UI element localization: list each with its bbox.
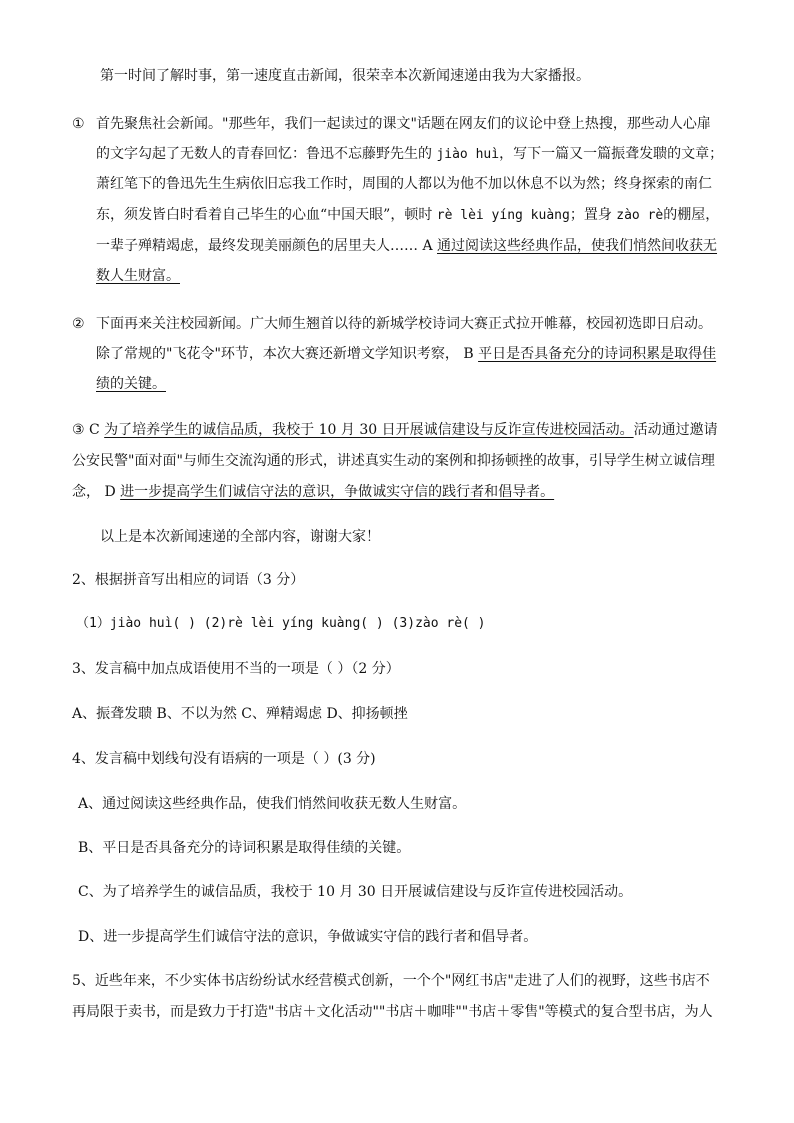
sentence-a-underlined: 通过阅读这些经典作品，使我们悄然间收获无 <box>437 238 718 254</box>
news-1-line-5 <box>96 236 717 256</box>
pinyin-zaore: zào rè <box>616 208 664 223</box>
sentence-b-underlined: 平日是否具备充分的诗词积累是取得佳 <box>478 346 717 362</box>
news-1-line-6 <box>96 266 180 286</box>
question-4-option-d: D、进一步提高学生们诚信守法的意识，争做诚实守信的践行者和倡导者。 <box>78 929 538 945</box>
news-3-line-1-tail: 活动通过邀请 <box>633 422 718 438</box>
news-2-marker: ② <box>72 316 85 332</box>
news-1-line-4-mid: ；置身 <box>569 207 617 223</box>
question-2-items: （1）jiào huì( ) (2)rè lèi yíng kuàng( ) (3)zào rè( ) <box>76 616 486 631</box>
news-3-line-3 <box>72 482 554 502</box>
closing-text: 以上是本次新闻速递的全部内容，谢谢大家！ <box>100 529 380 545</box>
question-5-line-2: 再局限于卖书，而是致力于打造"书店＋文化活动""书店＋咖啡""书店＋零售"等模式的复合型书店，为人 <box>72 1004 713 1020</box>
news-1-line-4-tail: 的棚屋， <box>663 207 720 223</box>
news-3-line-3-text: 念， D <box>72 484 121 500</box>
question-4-option-c: C、为了培养学生的诚信品质，我校于 10 月 30 日开展诚信建设与反诈宣传进校园活动。 <box>78 884 633 900</box>
news-1-line-1: 首先聚焦社会新闻。"那些年，我们一起读过的课文"话题在网友们的议论中登上热搜，那些动人心扉 <box>96 116 711 132</box>
sentence-a-underlined-end: 数人生财富。 <box>96 268 180 284</box>
pinyin-releiyingkuang: rè lèi yíng kuàng <box>436 208 570 223</box>
news-1-line-4-text: 东，须发皆白时看着自己毕生的心血“中国天眼”，顿时 <box>96 207 437 223</box>
sentence-c-underlined: 为了培养学生的诚信品质，我校于 10 月 30 日开展诚信建设与反诈宣传进校园活动。 <box>104 422 634 438</box>
news-1-line-2 <box>96 144 723 165</box>
question-5-line-1: 5、近些年来，不少实体书店纷纷试水经营模式创新，一个个"网红书店"走进了人们的视野，这些书店不 <box>72 973 710 989</box>
question-2-title: 2、根据拼音写出相应的词语（3 分） <box>72 572 305 588</box>
question-3-title: 3、发言稿中加点成语使用不当的一项是（ ）（2 分） <box>72 661 400 677</box>
sentence-a-label: A <box>422 238 438 254</box>
question-4-option-b: B、平日是否具备充分的诗词积累是取得佳绩的关键。 <box>78 840 411 856</box>
news-1-line-2-tail: ，写下一篇又一篇振聋发聩的文章； <box>499 146 724 162</box>
news-2-line-2 <box>96 344 716 364</box>
news-1-line-3: 萧红笔下的鲁迅先生生病依旧忘我工作时，周围的人都以为他不加以休息不以为然；终身探索的南仁 <box>96 176 712 192</box>
question-4-option-a: A、通过阅读这些经典作品，使我们悄然间收获无数人生财富。 <box>78 796 467 812</box>
news-1-line-4 <box>96 205 719 226</box>
news-1-marker: ① <box>72 116 85 132</box>
news-1-line-2-text: 的文字勾起了无数人的青春回忆：鲁迅不忘藤野先生的 <box>96 146 437 162</box>
news-1-line-5-text: 一辈子殚精竭虑，最终发现美丽颜色的居里夫人…… <box>96 238 423 254</box>
news-2-line-3 <box>96 374 166 394</box>
question-3-options: A、振聋发聩 B、不以为然 C、殚精竭虑 D、抑扬顿挫 <box>72 706 408 722</box>
sentence-d-underlined: 进一步提高学生们诚信守法的意识，争做诚实守信的践行者和倡导者。 <box>120 484 555 500</box>
news-2-line-1: 下面再来关注校园新闻。广大师生翘首以待的新城学校诗词大赛正式拉开帷幕，校园初选即日启动。 <box>96 316 712 332</box>
pinyin-jiaohui: jiào huì <box>436 147 500 162</box>
sentence-b-underlined-end: 绩的关键。 <box>96 376 166 392</box>
question-4-title: 4、发言稿中划线句没有语病的一项是（ ）(3 分) <box>72 751 376 767</box>
news-3-marker: ③ C <box>72 422 105 438</box>
news-3-line-2: 公安民警"面对面"与师生交流沟通的形式，讲述真实生动的案例和抑扬顿挫的故事，引导学生树立诚信理 <box>72 453 715 469</box>
news-2-line-2-text: 除了常规的"飞花令"环节，本次大赛还新增文学知识考察， B <box>96 346 479 362</box>
intro-text: 第一时间了解时事，第一速度直击新闻，很荣幸本次新闻速递由我为大家播报。 <box>100 68 590 84</box>
news-3-line-1 <box>72 420 718 440</box>
